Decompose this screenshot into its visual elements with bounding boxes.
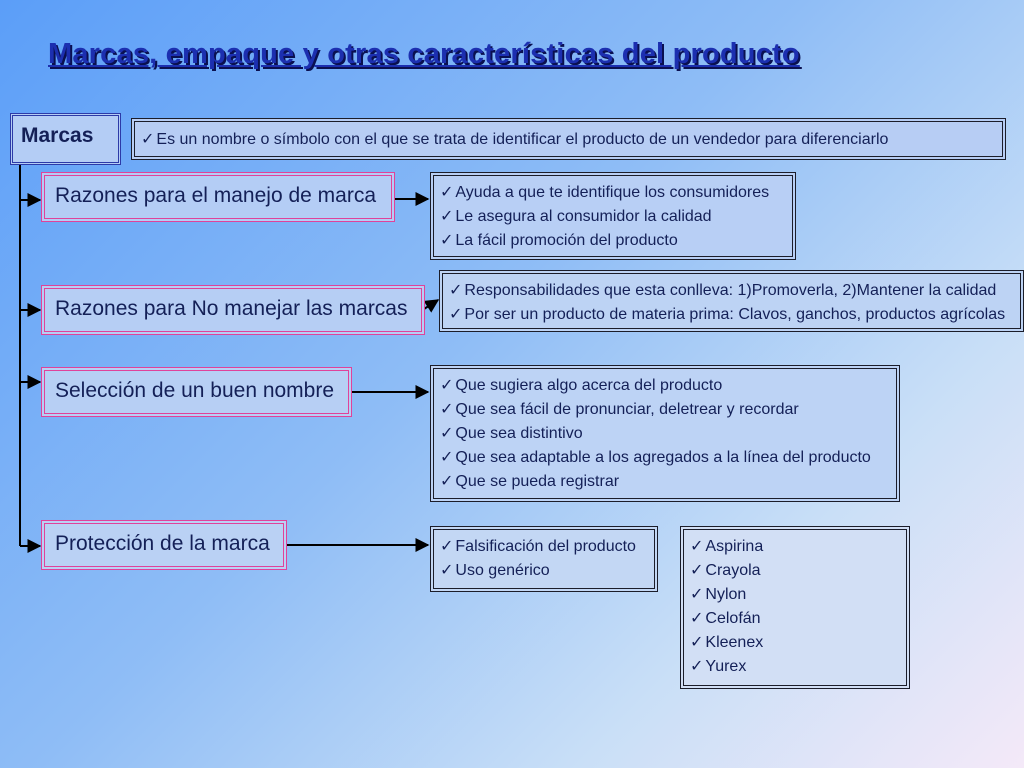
- definition-box: [131, 118, 1006, 160]
- example-item: ✓ Yurex: [690, 655, 900, 679]
- list-item: ✓ Por ser un producto de materia prima: Clavos, ganchos, productos agrícolas: [449, 303, 1014, 327]
- list-item: ✓ Responsabilidades que esta conlleva: 1)Promoverla, 2)Mantener la calidad: [449, 279, 1014, 303]
- list-item: ✓ La fácil promoción del producto: [440, 229, 786, 253]
- list-item: ✓ Le asegura al consumidor la calidad: [440, 205, 786, 229]
- list-item: ✓ Que sugiera algo acerca del producto: [440, 374, 890, 398]
- definition-text: ✓ Es un nombre o símbolo con el que se trata de identificar el producto de un vendedor para diferenciarlo: [141, 128, 996, 152]
- list-item: ✓ Falsificación del producto: [440, 535, 648, 559]
- examples-box-proteccion: [680, 526, 910, 689]
- marcas-root-label: Marcas: [21, 124, 94, 147]
- arrow-branch-2-list: [424, 300, 438, 309]
- example-item: ✓ Kleenex: [690, 631, 900, 655]
- list-item: ✓ Que sea fácil de pronunciar, deletrear y recordar: [440, 398, 890, 422]
- branch-label-buen-nombre: Selección de un buen nombre: [55, 379, 335, 402]
- list-box-proteccion: [430, 526, 658, 592]
- list-box-no-manejar: [439, 270, 1024, 332]
- list-item: ✓ Que sea adaptable a los agregados a la línea del producto: [440, 446, 890, 470]
- page-title: Marcas, empaque y otras características del producto: [48, 38, 800, 70]
- marcas-root-box: [10, 113, 121, 165]
- branch-label-proteccion: Protección de la marca: [55, 532, 270, 555]
- branch-label-no-manejar: Razones para No manejar las marcas: [55, 297, 408, 320]
- branch-box-buen-nombre: [41, 367, 352, 417]
- branch-box-proteccion: [41, 520, 287, 570]
- branch-box-manejo-marca: [41, 172, 395, 222]
- branch-label-manejo-marca: Razones para el manejo de marca: [55, 184, 377, 207]
- example-item: ✓ Aspirina: [690, 535, 900, 559]
- list-item: ✓ Uso genérico: [440, 559, 648, 583]
- list-box-buen-nombre: [430, 365, 900, 502]
- example-item: ✓ Crayola: [690, 559, 900, 583]
- list-item: ✓ Que sea distintivo: [440, 422, 890, 446]
- branch-box-no-manejar: [41, 285, 425, 335]
- list-item: ✓ Ayuda a que te identifique los consumidores: [440, 181, 786, 205]
- list-box-manejo-marca: [430, 172, 796, 260]
- example-item: ✓ Celofán: [690, 607, 900, 631]
- list-item: ✓ Que se pueda registrar: [440, 470, 890, 494]
- example-item: ✓ Nylon: [690, 583, 900, 607]
